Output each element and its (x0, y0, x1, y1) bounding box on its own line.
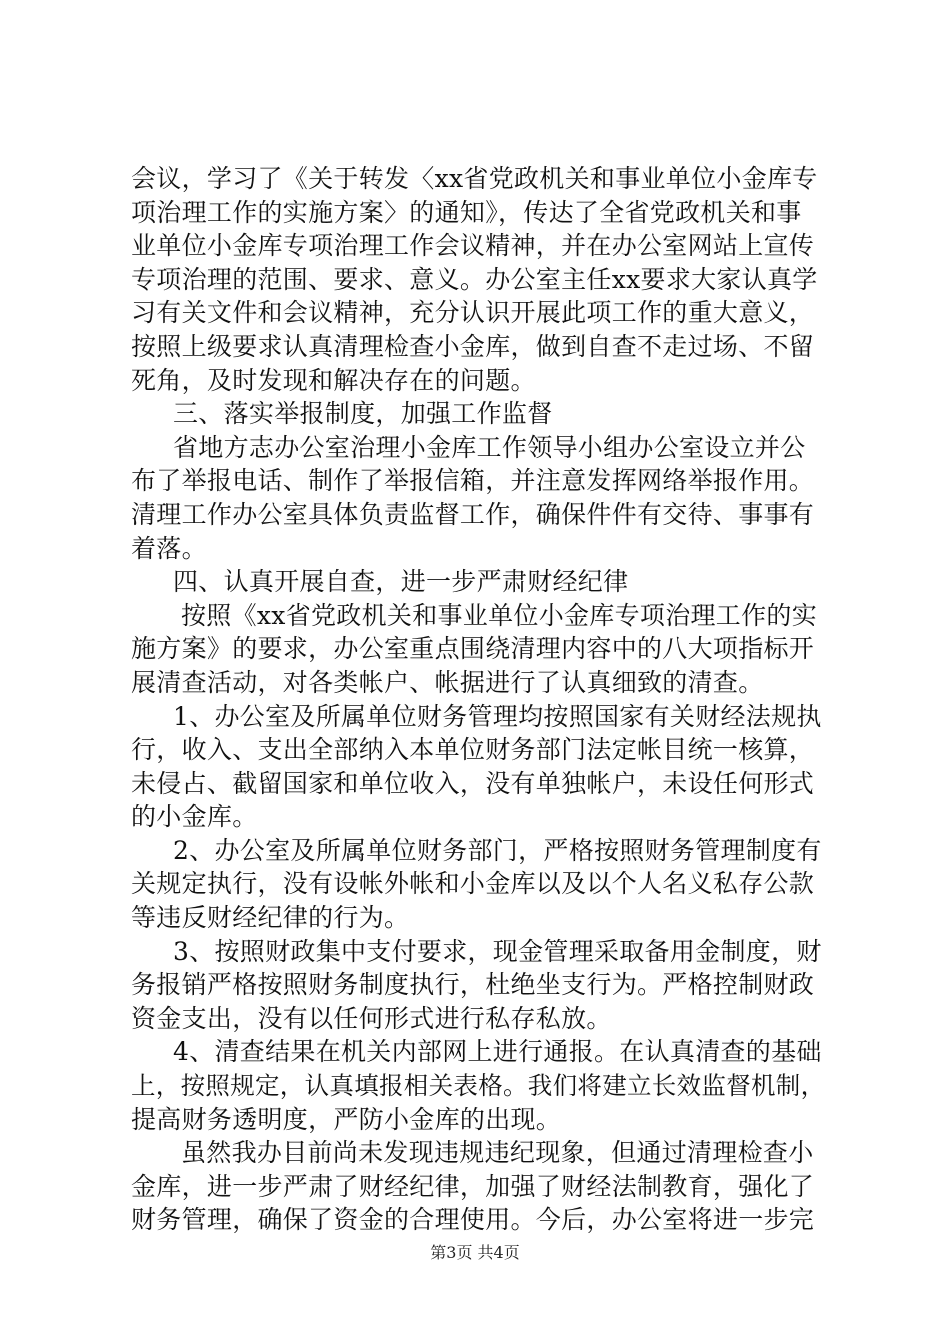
text-line: 施方案》的要求，办公室重点围绕清理内容中的八大项指标开 (131, 634, 815, 664)
text-line: 习有关文件和会议精神，充分认识开展此项工作的重大意义， (131, 298, 815, 328)
text-line: 2、办公室及所属单位财务部门，严格按照财务管理制度有 (173, 835, 822, 865)
text-line: 布了举报电话、制作了举报信箱，并注意发挥网络举报作用。 (131, 466, 815, 496)
text-line: 虽然我办目前尚未发现违规违纪现象，但通过清理检查小 (181, 1138, 814, 1168)
document-body (131, 162, 835, 1237)
text-line: 资金支出，没有以任何形式进行私存私放。 (131, 1003, 612, 1033)
text-line: 4、清查结果在机关内部网上进行通报。在认真清查的基础 (173, 1037, 822, 1067)
text-line: 提高财务透明度，严防小金库的出现。 (131, 1104, 562, 1134)
text-line: 行，收入、支出全部纳入本单位财务部门法定帐目统一核算， (131, 735, 815, 765)
text-line: 的小金库。 (131, 802, 258, 832)
text-line: 省地方志办公室治理小金库工作领导小组办公室设立并公 (173, 432, 806, 462)
text-line: 按照《xx省党政机关和事业单位小金库专项治理工作的实 (181, 600, 818, 630)
text-line: 会议，学习了《关于转发〈xx省党政机关和事业单位小金库专 (131, 164, 818, 193)
text-line: 项治理工作的实施方案〉的通知》，传达了全省党政机关和事 (131, 197, 802, 227)
text-line: 金库，进一步严肃了财经纪律，加强了财经法制教育，强化了 (131, 1171, 815, 1201)
text-line: 展清查活动，对各类帐户、帐据进行了认真细致的清查。 (131, 667, 764, 697)
text-line: 业单位小金库专项治理工作会议精神，并在办公室网站上宣传 (131, 231, 815, 261)
text-line: 死角，及时发现和解决存在的问题。 (131, 365, 536, 395)
page-footer: 第3页 共4页 (430, 1243, 520, 1262)
text-line: 1、办公室及所属单位财务管理均按照国家有关财经法规执 (173, 701, 822, 731)
text-line: 上，按照规定，认真填报相关表格。我们将建立长效监督机制， (131, 1071, 826, 1101)
text-line: 未侵占、截留国家和单位收入，没有单独帐户，未设任何形式 (131, 768, 815, 798)
text-line: 三、落实举报制度，加强工作监督 (173, 399, 553, 429)
text-line: 按照上级要求认真清理检查小金库，做到自查不走过场、不留 (131, 331, 815, 361)
text-line: 务报销严格按照财务制度执行，杜绝坐支行为。严格控制财政 (131, 970, 815, 1000)
text-line: 专项治理的范围、要求、意义。办公室主任xx要求大家认真学 (131, 264, 818, 294)
text-line: 清理工作办公室具体负责监督工作，确保件件有交待、事事有 (131, 499, 815, 529)
text-line: 等违反财经纪律的行为。 (131, 903, 410, 933)
text-line: 关规定执行，没有设帐外帐和小金库以及以个人名义私存公款 (131, 869, 815, 899)
text-line: 财务管理，确保了资金的合理使用。今后，办公室将进一步完 (131, 1205, 815, 1235)
text-line: 着落。 (131, 533, 207, 563)
text-line: 3、按照财政集中支付要求，现金管理采取备用金制度，财 (173, 936, 822, 966)
text-line: 四、认真开展自查，进一步严肃财经纪律 (173, 567, 629, 597)
